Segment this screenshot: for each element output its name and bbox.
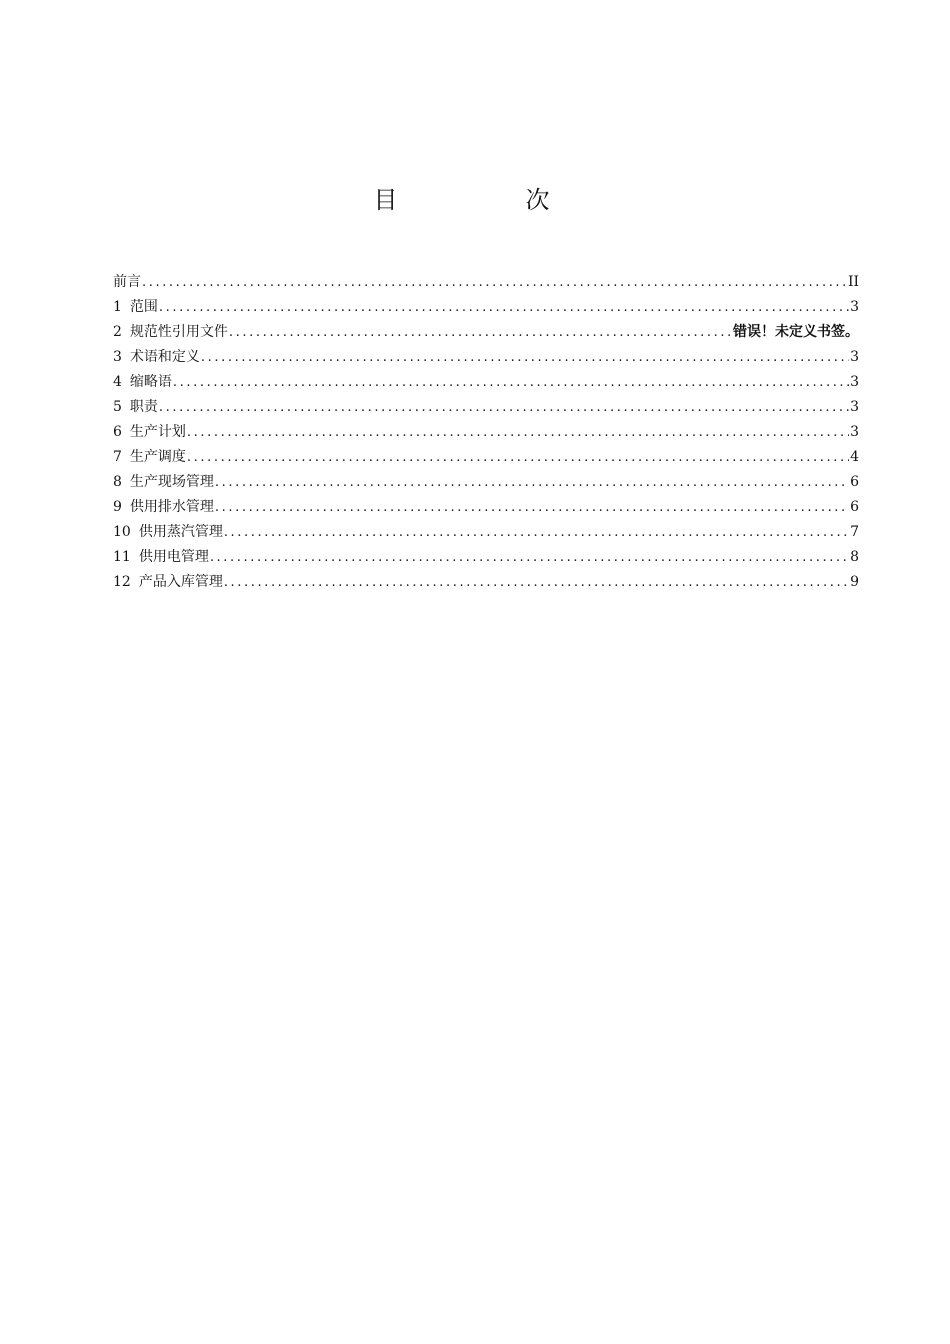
toc-entry-text: 前言 bbox=[113, 274, 141, 290]
toc-entry-page-error: 错误！未定义书签。 bbox=[733, 324, 859, 340]
toc-entry-page: 6 bbox=[850, 474, 859, 490]
toc-entry-page: 6 bbox=[850, 499, 859, 515]
toc-entry-number: 12 bbox=[113, 574, 131, 590]
toc-entry-text: 规范性引用文件 bbox=[129, 324, 228, 340]
toc-entry-page: 3 bbox=[850, 399, 859, 415]
toc-entry[interactable] bbox=[113, 445, 859, 470]
toc-entry-page: 3 bbox=[850, 424, 859, 440]
toc-entry-text: 供用蒸汽管理 bbox=[138, 524, 223, 540]
toc-entry[interactable] bbox=[113, 420, 859, 445]
toc-dot-leader bbox=[229, 320, 732, 345]
toc-entry-number: 9 bbox=[113, 499, 122, 515]
toc-dot-leader bbox=[187, 420, 849, 445]
toc-dot-leader bbox=[215, 495, 849, 520]
toc-entry-number: 6 bbox=[113, 424, 122, 440]
toc-dot-leader bbox=[173, 370, 849, 395]
toc-entry-number: 2 bbox=[113, 324, 122, 340]
toc-entry-text: 职责 bbox=[129, 399, 158, 415]
toc-entry-number: 4 bbox=[113, 374, 122, 390]
toc-entry[interactable] bbox=[113, 345, 859, 370]
toc-entry-number: 8 bbox=[113, 474, 122, 490]
toc-dot-leader bbox=[201, 345, 849, 370]
toc-entry-number: 5 bbox=[113, 399, 122, 415]
toc-entry-text: 供用电管理 bbox=[138, 549, 209, 565]
toc-entry-page: 9 bbox=[850, 574, 859, 590]
toc-entry-number: 1 bbox=[113, 299, 122, 315]
toc-dot-leader bbox=[187, 445, 849, 470]
toc-entry[interactable] bbox=[113, 570, 859, 595]
toc-entry[interactable] bbox=[113, 470, 859, 495]
toc-entry-text: 供用排水管理 bbox=[129, 499, 214, 515]
toc-entry[interactable] bbox=[113, 270, 859, 295]
toc-dot-leader bbox=[224, 520, 849, 545]
toc-entry-number: 11 bbox=[113, 549, 131, 565]
toc-entry-page: 3 bbox=[850, 299, 859, 315]
toc-entry-page: II bbox=[847, 274, 859, 290]
toc-entry[interactable] bbox=[113, 395, 859, 420]
toc-entry-page: 7 bbox=[850, 524, 859, 540]
toc-entry[interactable] bbox=[113, 520, 859, 545]
toc-entry-page: 3 bbox=[850, 349, 859, 365]
toc-entry[interactable] bbox=[113, 370, 859, 395]
toc-entry-text: 生产现场管理 bbox=[129, 474, 214, 490]
toc-title: 目 次 bbox=[373, 186, 602, 214]
toc-dot-leader bbox=[210, 545, 849, 570]
toc-entry-text: 产品入库管理 bbox=[138, 574, 223, 590]
toc-entry-number: 3 bbox=[113, 349, 122, 365]
toc-entry[interactable] bbox=[113, 320, 859, 345]
toc-entry[interactable] bbox=[113, 295, 859, 320]
toc-dot-leader bbox=[159, 395, 849, 420]
toc-dot-leader bbox=[224, 570, 849, 595]
toc-dot-leader bbox=[142, 270, 847, 295]
toc-dot-leader bbox=[159, 295, 849, 320]
toc-entry-page: 8 bbox=[850, 549, 859, 565]
toc-entry-number: 7 bbox=[113, 449, 122, 465]
toc-entry-page: 4 bbox=[850, 449, 859, 465]
toc-entry-text: 生产计划 bbox=[129, 424, 186, 440]
toc-entry-text: 术语和定义 bbox=[129, 349, 200, 365]
table-of-contents bbox=[113, 270, 859, 595]
toc-entry-page: 3 bbox=[850, 374, 859, 390]
toc-entry[interactable] bbox=[113, 495, 859, 520]
toc-entry[interactable] bbox=[113, 545, 859, 570]
toc-entry-text: 生产调度 bbox=[129, 449, 186, 465]
toc-dot-leader bbox=[215, 470, 849, 495]
toc-entry-number: 10 bbox=[113, 524, 131, 540]
toc-entry-text: 缩略语 bbox=[129, 374, 172, 390]
toc-entry-text: 范围 bbox=[129, 299, 158, 315]
